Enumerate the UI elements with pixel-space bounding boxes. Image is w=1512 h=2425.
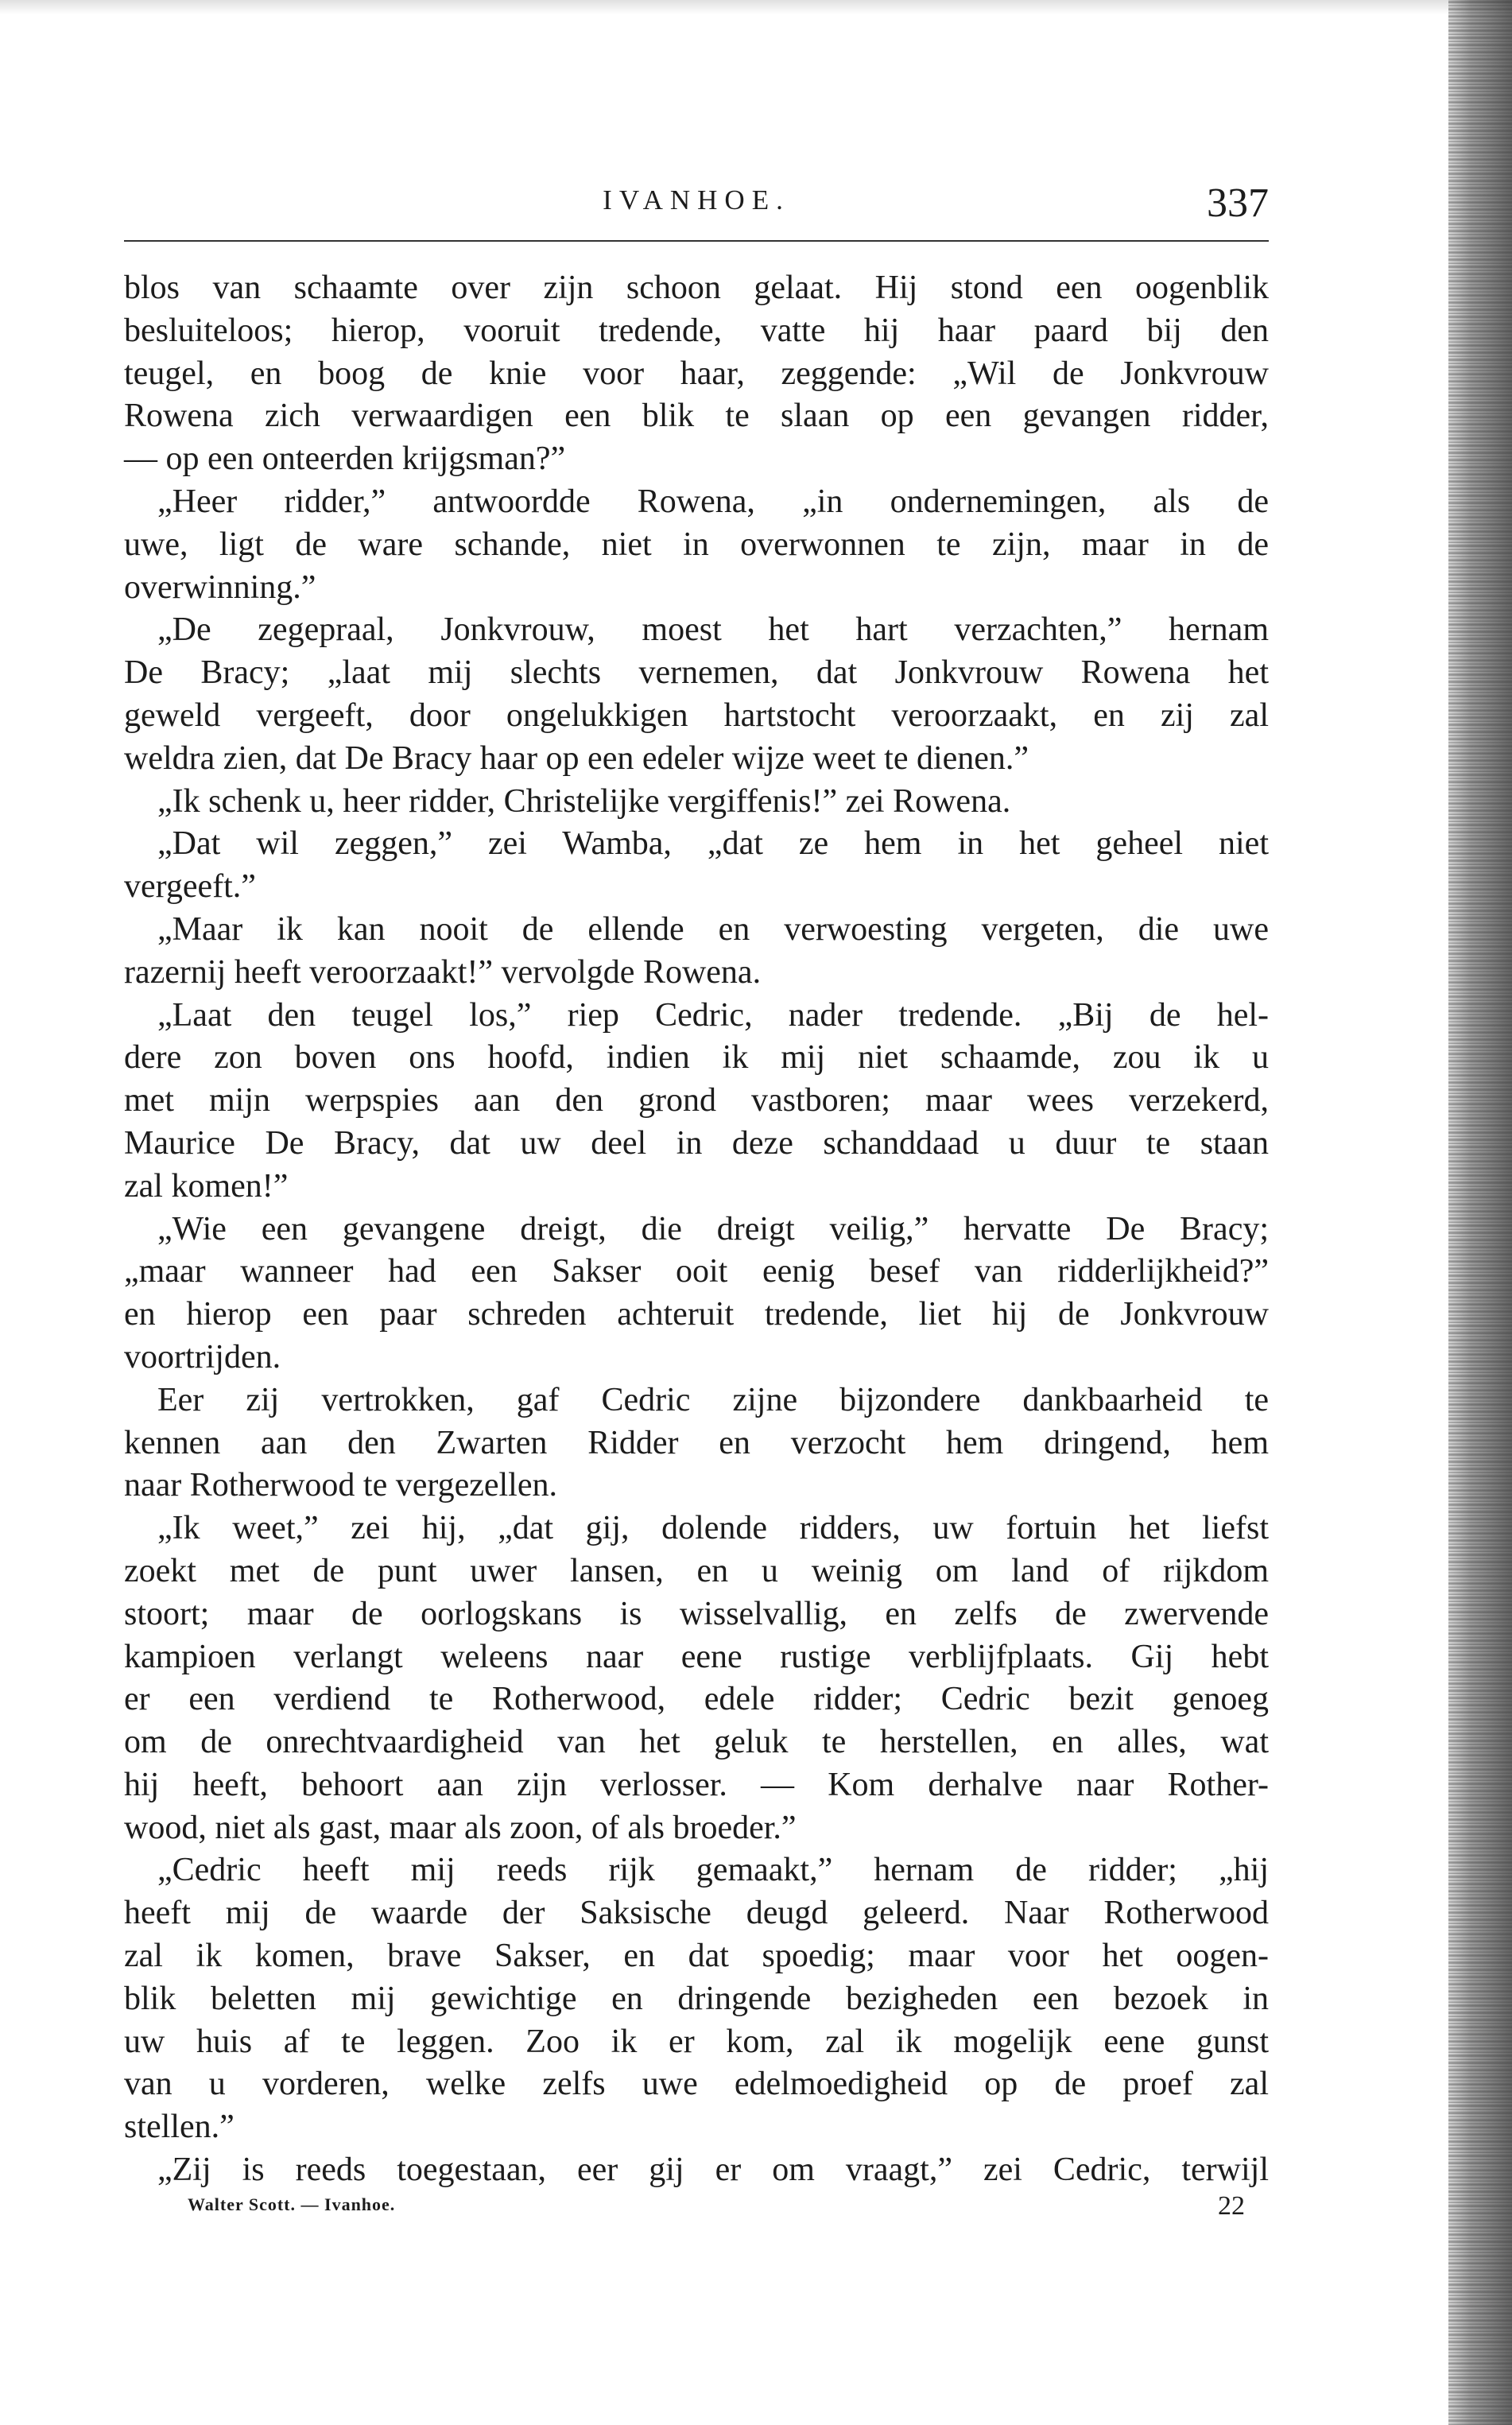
text-line: „maar wanneer had een Sakser ooit eenig besef van ridderlijkheid?” <box>124 1253 1269 1290</box>
text-line: „Maar ik kan nooit de ellende en verwoesting vergeten, die uwe <box>157 910 1269 948</box>
text-line: Rowena zich verwaardigen een blik te slaan op een gevangen ridder, <box>124 398 1269 435</box>
text-line: weldra zien, dat De Bracy haar op een edeler wijze weet te dienen.” <box>124 739 1029 777</box>
text-line: kennen aan den Zwarten Ridder en verzocht hem dringend, hem <box>124 1424 1269 1461</box>
page-header <box>124 180 1269 235</box>
text-line: zal komen!” <box>124 1167 289 1205</box>
text-line: blos van schaamte over zijn schoon gelaat. Hij stond een oogenblik <box>124 270 1269 306</box>
text-line: er een verdiend te Rotherwood, edele ridder; Cedric bezit genoeg <box>124 1681 1269 1718</box>
text-line: stoort; maar de oorlogskans is wisselvallig, en zelfs de zwervende <box>124 1595 1269 1632</box>
text-line: hij heeft, behoort aan zijn verlosser. — Kom derhalve naar Rother- <box>124 1766 1269 1803</box>
signature-credit: Walter Scott. — Ivanhoe. <box>188 2194 396 2214</box>
text-line: „De zegepraal, Jonkvrouw, moest het hart verzachten,” hernam <box>157 611 1269 649</box>
text-line: blik beletten mij gewichtige en dringende bezigheden een bezoek in <box>124 1980 1269 2017</box>
text-line: besluiteloos; hierop, vooruit tredende, vatte hij haar paard bij den <box>124 312 1269 349</box>
page-number: 337 <box>1207 180 1269 226</box>
text-line: „Ik weet,” zei hij, „dat gij, dolende ridders, uw fortuin het liefst <box>157 1510 1269 1547</box>
text-line: „Ik schenk u, heer ridder, Christelijke vergiffenis!” zei Rowena. <box>157 782 1011 820</box>
text-line: „Zij is reeds toegestaan, eer gij er om vraagt,” zei Cedric, terwijl <box>157 2151 1269 2189</box>
text-line: met mijn werpspies aan den grond vastboren; maar wees verzekerd, <box>124 1082 1269 1119</box>
text-line: kampioen verlangt weleens naar eene rustige verblijfplaats. Gij hebt <box>124 1638 1269 1675</box>
running-title: IVANHOE. <box>603 184 790 215</box>
text-line: overwinning.” <box>124 568 316 606</box>
text-line: De Bracy; „laat mij slechts vernemen, dat Jonkvrouw Rowena het <box>124 654 1269 692</box>
text-line: van u vorderen, welke zelfs uwe edelmoedigheid op de proef zal <box>124 2066 1269 2103</box>
text-line: uw huis af te leggen. Zoo ik er kom, zal ik mogelijk eene gunst <box>124 2023 1269 2060</box>
text-line: „Heer ridder,” antwoordde Rowena, „in ondernemingen, als de <box>157 483 1269 520</box>
text-line: zal ik komen, brave Sakser, en dat spoedig; maar voor het oogen- <box>124 1938 1269 1975</box>
text-line: zoekt met de punt uwer lansen, en u weinig om land of rijkdom <box>124 1552 1269 1589</box>
text-line: heeft mij de waarde der Saksische deugd geleerd. Naar Rotherwood <box>124 1895 1269 1932</box>
signature-mark: 22 <box>1218 2191 1245 2221</box>
text-line: geweld vergeeft, door ongelukkigen hartstocht veroorzaakt, en zij zal <box>124 696 1269 734</box>
text-line: razernij heeft veroorzaakt!” vervolgde Rowena. <box>124 953 762 991</box>
scan-top-shadow <box>0 0 1512 14</box>
header-rule <box>124 240 1269 242</box>
text-line: „Wie een gevangene dreigt, die dreigt veilig,” hervatte De Bracy; <box>157 1210 1269 1247</box>
scan-right-edge <box>1448 0 1512 2425</box>
text-line: — op een onteerden krijgsman?” <box>124 440 566 478</box>
text-line: voortrijden. <box>124 1338 281 1375</box>
text-line: wood, niet als gast, maar als zoon, of als broeder.” <box>124 1809 797 1846</box>
text-line: uwe, ligt de ware schande, niet in overwonnen te zijn, maar in de <box>124 526 1269 563</box>
text-line: „Dat wil zeggen,” zei Wamba, „dat ze hem in het geheel niet <box>157 825 1269 863</box>
text-line: Eer zij vertrokken, gaf Cedric zijne bijzondere dankbaarheid te <box>157 1381 1269 1418</box>
page-footer <box>124 2191 1269 2226</box>
text-line: teugel, en boog de knie voor haar, zeggende: „Wil de Jonkvrouw <box>124 355 1269 392</box>
text-line: „Laat den teugel los,” riep Cedric, nader tredende. „Bij de hel- <box>157 996 1269 1034</box>
text-line: stellen.” <box>124 2109 235 2146</box>
body-text <box>124 267 1269 2192</box>
text-line: en hierop een paar schreden achteruit tredende, liet hij de Jonkvrouw <box>124 1296 1269 1333</box>
text-line: vergeeft.” <box>124 868 256 906</box>
text-line: „Cedric heeft mij reeds rijk gemaakt,” hernam de ridder; „hij <box>157 1852 1269 1889</box>
text-line: naar Rotherwood te vergezellen. <box>124 1467 557 1504</box>
text-line: dere zon boven ons hoofd, indien ik mij niet schaamde, zou ik u <box>124 1039 1269 1077</box>
text-line: om de onrechtvaardigheid van het geluk te herstellen, en alles, wat <box>124 1724 1269 1761</box>
text-line: Maurice De Bracy, dat uw deel in deze schanddaad u duur te staan <box>124 1124 1269 1162</box>
